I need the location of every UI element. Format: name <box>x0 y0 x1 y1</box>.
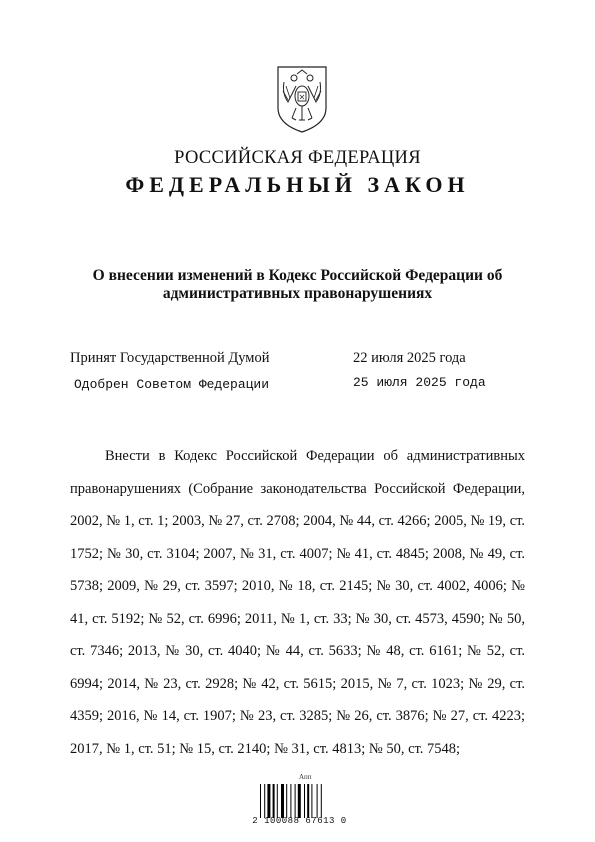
law-body-text: Внести в Кодекс Российской Федерации об административных правонарушениях (Собрание законодательства Российской Федерации, 2002, № 1, ст. 1; 2003, № 27, ст. 2708; 2004, № 44, ст. 4266; 2005, № 19, ст. 1752; № 30, ст. 3104; 2007, № 31, ст. 4007; № 41, ст. 4845; 2008, № 49, ст. 5738; 2009, № 29, ст. 3597; 2010, № 18, ст. 2145; № 30, ст. 4002, 4006; № 41, ст. 5192; № 52, ст. 6996; 2011, № 1, ст. 33; № 30, ст. 4573, 4590; № 50, ст. 7346; 2013, № 30, ст. 4040; № 44, ст. 5633; № 48, ст. 6161; № 52, ст. 6994; 2014, № 23, ст. 2928; № 42, ст. 5615; 2015, № 7, ст. 1023; № 29, ст. 4359; 2016, № 14, ст. 1907; № 23, ст. 3285; № 26, ст. 3876; № 27, ст. 4223; 2017, № 1, ст. 51; № 15, ст. 2140; № 31, ст. 4813; № 50, ст. 7548; <box>70 448 525 757</box>
russian-coat-of-arms-icon <box>274 64 330 134</box>
law-title: О внесении изменений в Кодекс Российской Федерации об административных правонарушениях <box>92 267 503 302</box>
law-type-heading: ФЕДЕРАЛЬНЫЙ ЗАКОН <box>125 172 470 197</box>
duma-adoption-label: Принят Государственной Думой <box>70 350 270 366</box>
country-name: РОССИЙСКАЯ ФЕДЕРАЦИЯ <box>174 148 421 168</box>
council-approval-date: 25 июля 2025 года <box>353 375 486 390</box>
council-approval-label: Одобрен Советом Федерации <box>74 377 270 392</box>
handwritten-stamp: Апп <box>299 773 312 781</box>
barcode-icon <box>258 784 340 818</box>
duma-adoption-date: 22 июля 2025 года <box>353 350 466 366</box>
barcode-number: 2 100088 67613 0 <box>252 816 347 826</box>
